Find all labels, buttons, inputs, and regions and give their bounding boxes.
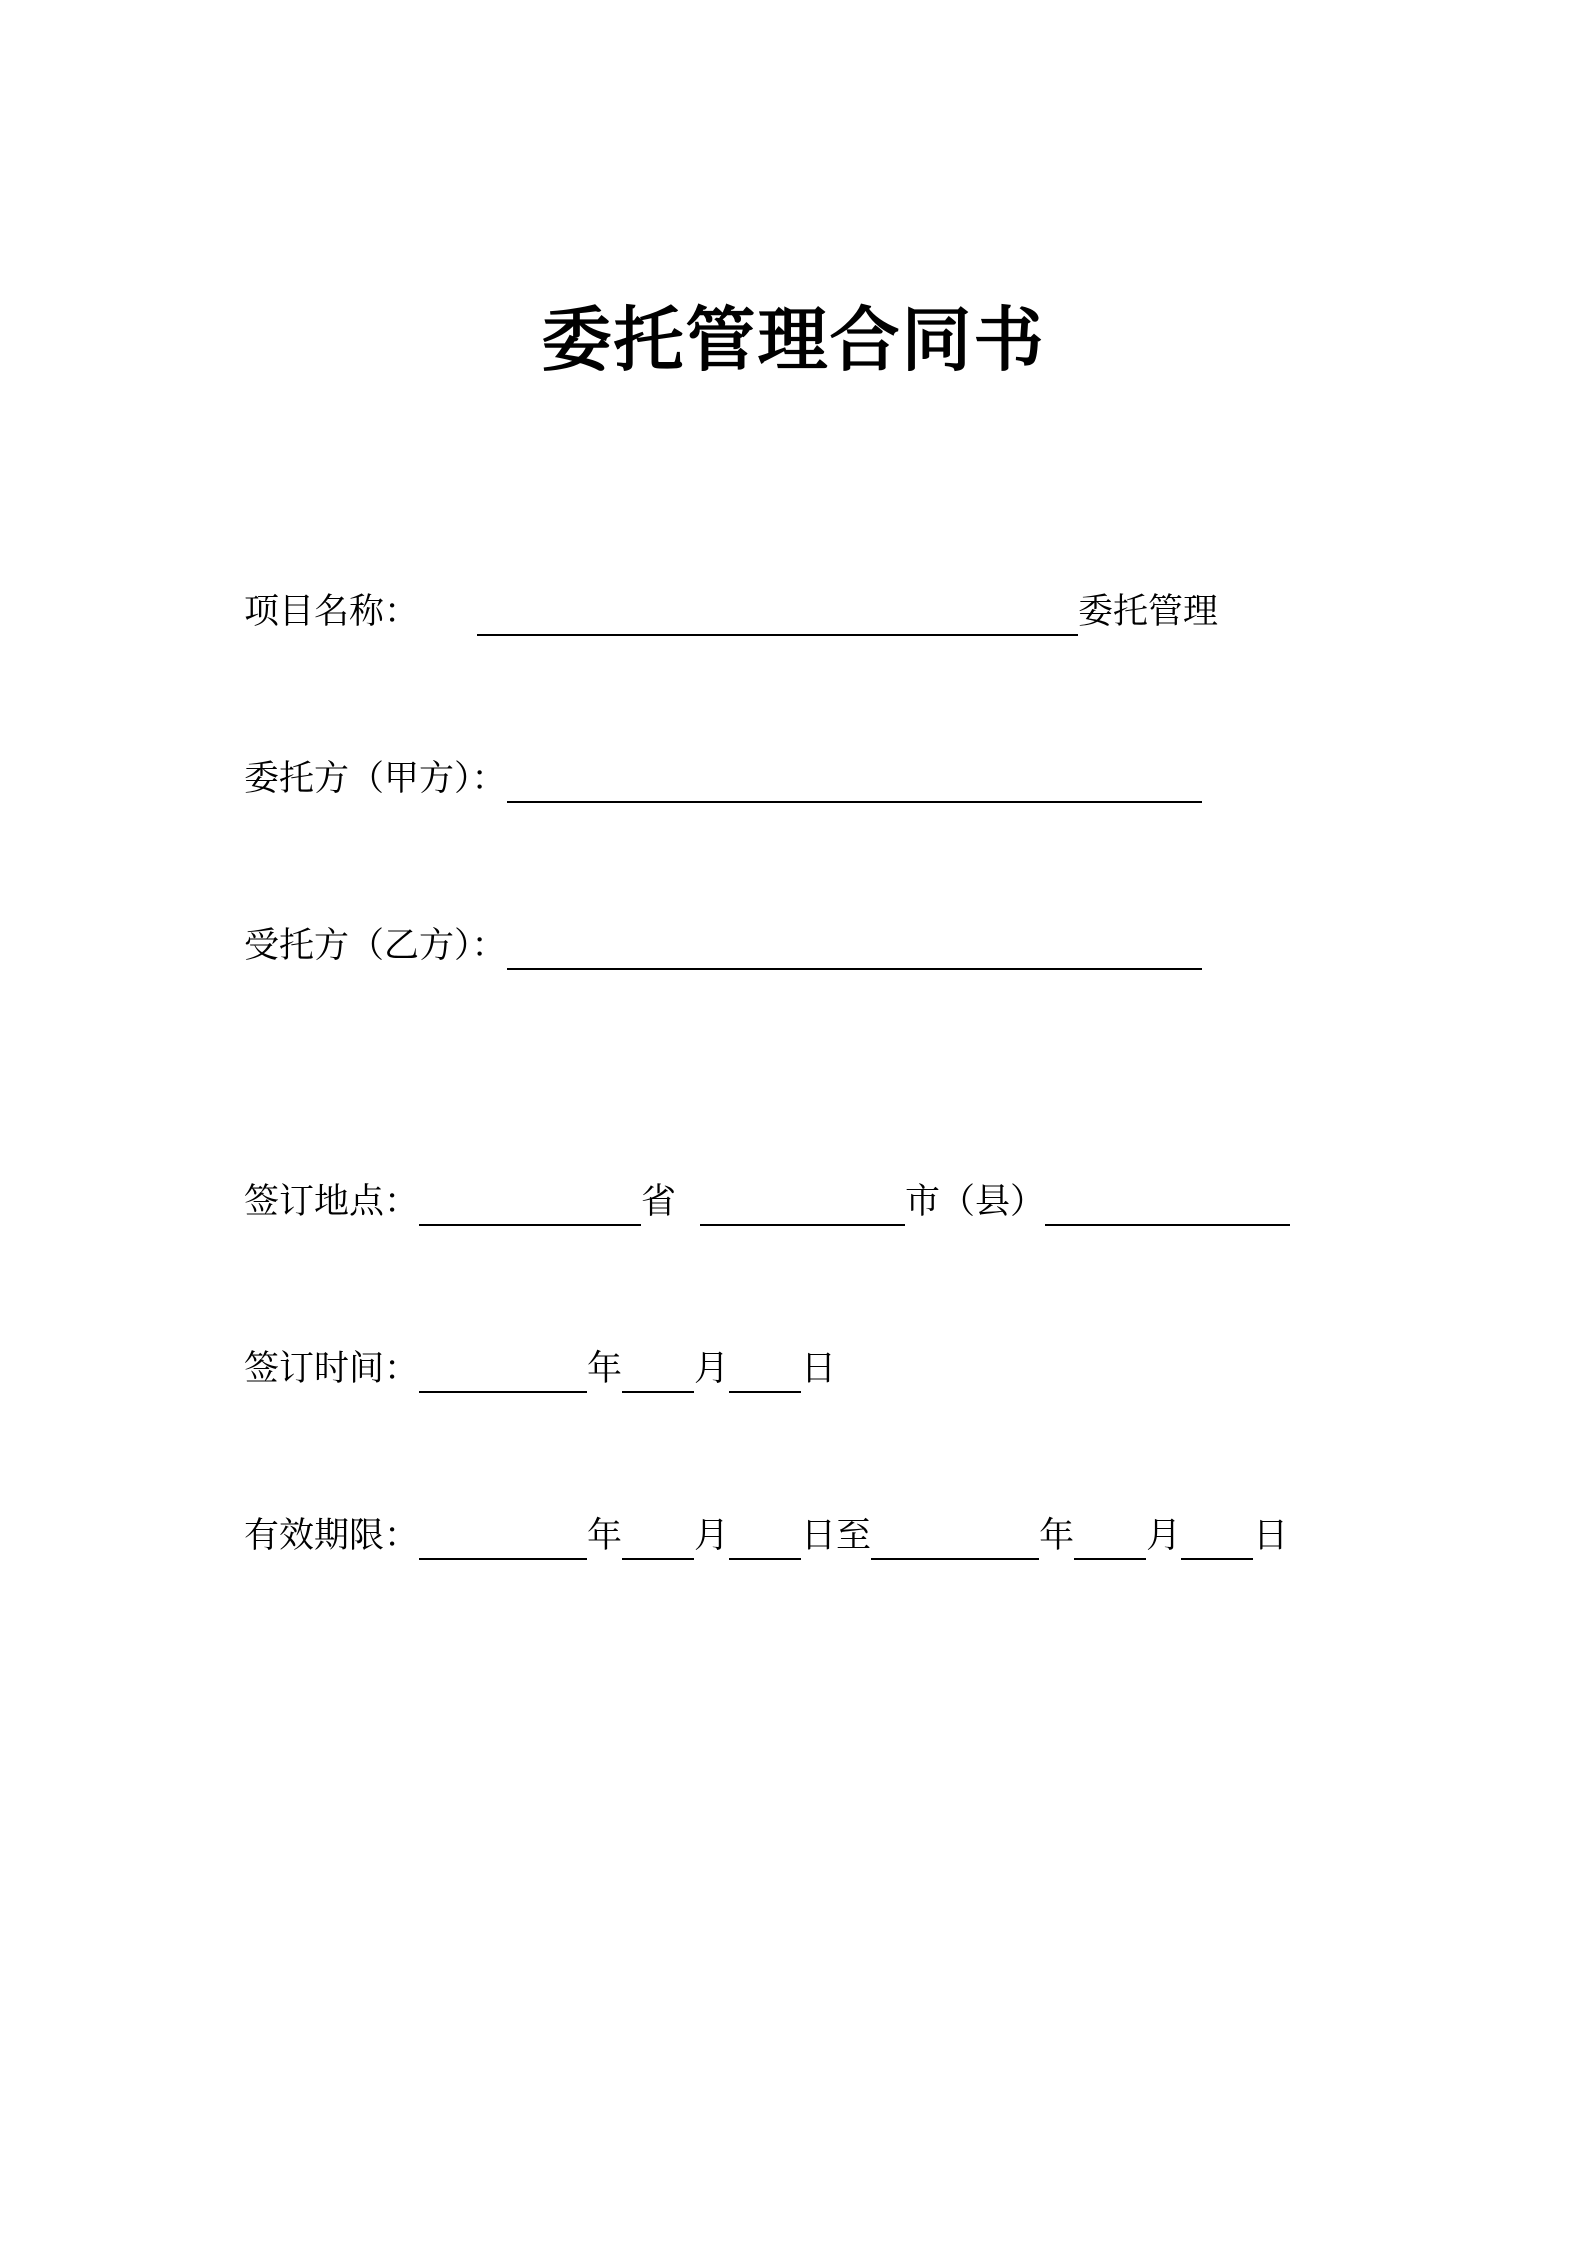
project-name-suffix: 委托管理 [1078, 592, 1219, 632]
party-b-blank[interactable] [507, 924, 1202, 970]
start-day-blank[interactable] [729, 1514, 801, 1560]
document-title: 委托管理合同书 [541, 299, 1046, 381]
sign-time-label: 签订时间： [244, 1349, 420, 1389]
county-blank[interactable] [1045, 1180, 1290, 1226]
end-month-blank[interactable] [1074, 1514, 1146, 1560]
party-b-label: 受托方（乙方）： [244, 926, 507, 966]
sign-day-label: 日 [801, 1349, 837, 1389]
validity-row [244, 1502, 1288, 1562]
end-day-blank[interactable] [1181, 1514, 1253, 1560]
city-county-label: 市（县） [905, 1182, 1046, 1222]
sign-time-row [244, 1335, 836, 1395]
project-name-blank[interactable] [477, 590, 1078, 636]
project-name-label: 项目名称： [244, 592, 420, 632]
sign-place-label: 签订地点： [244, 1182, 420, 1222]
sign-year-label: 年 [587, 1349, 623, 1389]
end-month-label: 月 [1146, 1516, 1182, 1556]
sign-place-row [244, 1168, 1290, 1228]
sign-day-blank[interactable] [729, 1347, 801, 1393]
province-blank[interactable] [419, 1180, 641, 1226]
sign-month-label: 月 [694, 1349, 730, 1389]
province-label: 省 [641, 1182, 677, 1222]
city-blank[interactable] [700, 1180, 905, 1226]
end-day-label: 日 [1253, 1516, 1289, 1556]
start-year-label: 年 [587, 1516, 623, 1556]
party-b-row [244, 912, 1202, 972]
project-name-row [244, 578, 1218, 638]
party-a-label: 委托方（甲方）： [244, 759, 507, 799]
sign-year-blank[interactable] [419, 1347, 587, 1393]
day-to-label: 日至 [801, 1516, 872, 1556]
start-month-label: 月 [694, 1516, 730, 1556]
sign-month-blank[interactable] [622, 1347, 694, 1393]
end-year-label: 年 [1039, 1516, 1075, 1556]
end-year-blank[interactable] [871, 1514, 1039, 1560]
party-a-row [244, 745, 1202, 805]
start-month-blank[interactable] [622, 1514, 694, 1560]
start-year-blank[interactable] [419, 1514, 587, 1560]
party-a-blank[interactable] [507, 757, 1202, 803]
validity-label: 有效期限： [244, 1516, 420, 1556]
